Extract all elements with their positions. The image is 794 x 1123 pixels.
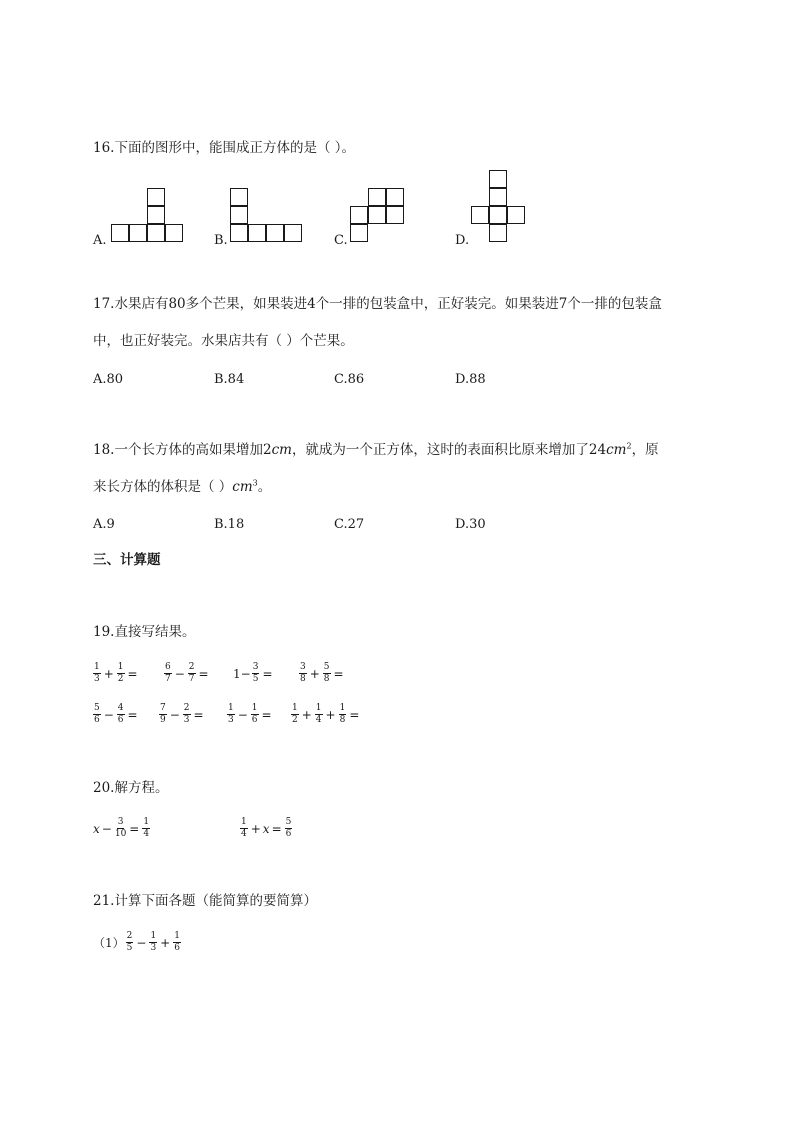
q19-expr-2: $\frac{6}{7}$ − $\frac{2}{7}$ =	[165, 662, 209, 684]
q17-option-a: A.80	[93, 372, 124, 387]
q16-label-c: C.	[334, 233, 348, 248]
fraction: $\frac{1}{2}$	[117, 662, 124, 684]
fraction: $\frac{1}{8}$	[339, 703, 346, 725]
q16-label-b: B.	[214, 233, 228, 248]
q19-expr-5: $\frac{5}{6}$ − $\frac{4}{6}$ =	[94, 703, 138, 725]
net-square	[368, 206, 386, 224]
q21-item-1: （1） $\frac{2}{5}$ − $\frac{1}{3}$ + $\frac{1}{6}$	[93, 931, 180, 953]
fraction: $\frac{2}{3}$	[183, 703, 190, 725]
fraction: $\frac{1}{6}$	[174, 931, 180, 953]
q18-line2-text-a: 来长方体的体积是（ ）	[93, 479, 233, 495]
fraction: $\frac{2}{7}$	[188, 662, 195, 684]
q18-option-d: D.30	[455, 517, 486, 532]
net-square	[165, 224, 183, 242]
q17-option-d: D.88	[455, 372, 486, 387]
q18-line2	[93, 478, 272, 495]
q19-expr-4: $\frac{3}{8}$ + $\frac{5}{8}$ =	[300, 662, 344, 684]
q19-stem: 19.直接写结果。	[93, 624, 196, 640]
net-square	[507, 206, 525, 224]
q18-line1	[93, 441, 659, 458]
fraction: $\frac{2}{5}$	[126, 931, 133, 953]
net-square	[147, 188, 165, 206]
q16-label-d: D.	[455, 233, 470, 248]
net-square	[368, 188, 386, 206]
fraction: $\frac{6}{7}$	[165, 662, 171, 684]
fraction: $\frac{1}{4}$	[143, 817, 150, 839]
q18-option-b: B.18	[214, 517, 245, 532]
net-square	[489, 188, 507, 206]
q19-expr-7: $\frac{1}{3}$ − $\frac{1}{6}$ =	[228, 703, 272, 725]
net-square	[489, 206, 507, 224]
fraction: $\frac{1}{4}$	[315, 703, 322, 725]
q16-label-a: A.	[93, 233, 107, 248]
q20-stem: 20.解方程。	[93, 780, 169, 796]
section-heading-calculation: 三、计算题	[93, 552, 161, 568]
q18-line2-text-b: 。	[257, 479, 272, 495]
fraction: $\frac{1}{3}$	[94, 662, 100, 684]
q19-expr-1: $\frac{1}{3}$ + $\frac{1}{2}$ =	[94, 662, 138, 684]
fraction: $\frac{1}{2}$	[292, 703, 298, 725]
net-square	[489, 224, 507, 242]
net-square	[266, 224, 284, 242]
net-square	[147, 224, 165, 242]
net-square	[248, 224, 266, 242]
q17-option-b: B.84	[214, 372, 245, 387]
q18-option-a: A.9	[93, 517, 115, 532]
fraction: $\frac{5}{6}$	[285, 817, 292, 839]
net-square	[230, 188, 248, 206]
fraction: $\frac{3}{5}$	[252, 662, 259, 684]
net-square	[111, 224, 129, 242]
net-square	[386, 188, 404, 206]
net-square	[471, 206, 489, 224]
q20-equation-2: $\frac{1}{4}$ + x = $\frac{5}{6}$	[241, 817, 292, 839]
net-square	[230, 224, 248, 242]
q17-line2: 中，也正好装完。水果店共有（ ）个芒果。	[93, 333, 354, 349]
q18-line1-text-a: 18.一个长方体的高如果增加2	[93, 442, 272, 458]
q16-stem: 16.下面的图形中，能围成正方体的是（ ）。	[93, 140, 356, 156]
net-square	[129, 224, 147, 242]
fraction: $\frac{4}{6}$	[117, 703, 124, 725]
q17-line1: 17.水果店有80多个芒果，如果装进4个一排的包装盒中，正好装完。如果装进7个一排的包装盒	[93, 296, 662, 312]
net-square	[230, 206, 248, 224]
q19-expr-8: $\frac{1}{2}$ + $\frac{1}{4}$ + $\frac{1}{8}$ =	[292, 703, 360, 725]
q18-unit-cm2: cm	[606, 442, 627, 458]
fraction: $\frac{1}{6}$	[251, 703, 258, 725]
q20-equation-1: x − $\frac{3}{10}$ = $\frac{1}{4}$	[93, 817, 150, 839]
q18-unit-cm: cm	[271, 442, 292, 458]
fraction: $\frac{1}{4}$	[241, 817, 247, 839]
fraction: $\frac{5}{8}$	[323, 662, 330, 684]
fraction: $\frac{1}{3}$	[150, 931, 157, 953]
q18-option-c: C.27	[334, 517, 365, 532]
q19-expr-6: $\frac{7}{9}$ − $\frac{2}{3}$ =	[160, 703, 204, 725]
q21-stem: 21.计算下面各题（能简算的要简算）	[93, 893, 317, 909]
fraction: $\frac{5}{6}$	[94, 703, 100, 725]
q18-unit-cm3: cm	[232, 479, 253, 495]
q19-expr-3: 1− $\frac{3}{5}$ =	[233, 662, 273, 684]
net-square	[350, 224, 368, 242]
q17-option-c: C.86	[334, 372, 365, 387]
q18-line1-text-c: ，原	[631, 442, 659, 458]
net-square	[489, 170, 507, 188]
q18-exp-3: 3	[252, 478, 258, 488]
q18-line1-text-b: ，就成为一个正方体，这时的表面积比原来增加了24	[291, 442, 607, 458]
net-square	[284, 224, 302, 242]
fraction: $\frac{7}{9}$	[160, 703, 166, 725]
net-square	[350, 206, 368, 224]
fraction: $\frac{1}{3}$	[228, 703, 234, 725]
fraction: $\frac{3}{8}$	[300, 662, 306, 684]
net-square	[386, 206, 404, 224]
q18-exp-2: 2	[626, 441, 632, 451]
fraction: $\frac{3}{10}$	[114, 817, 127, 839]
net-square	[147, 206, 165, 224]
